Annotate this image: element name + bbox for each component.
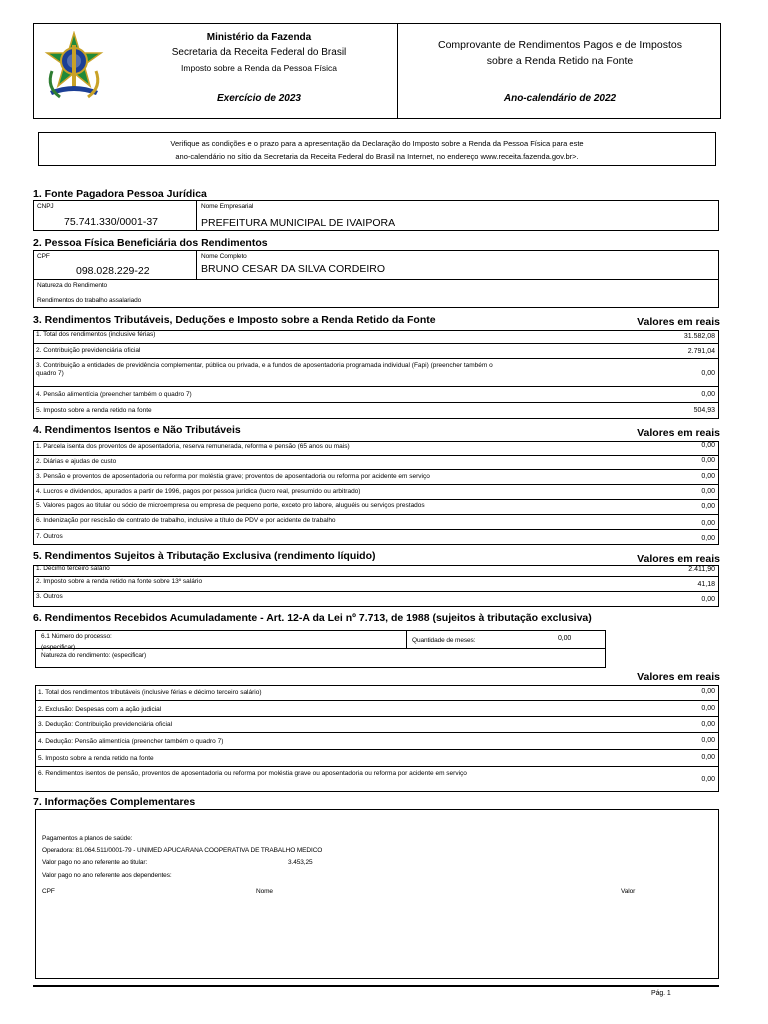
section3-title: 3. Rendimentos Tributáveis, Deduções e Imposto sobre a Renda Retido da Fonte bbox=[33, 314, 436, 326]
section5-title: 5. Rendimentos Sujeitos à Tributação Exclusiva (rendimento líquido) bbox=[33, 550, 376, 562]
secretariat-text: Secretaria da Receita Federal do Brasil bbox=[171, 47, 347, 58]
table-row: 3. Outros 0,00 bbox=[36, 593, 715, 603]
table-row: 2. Diárias e ajudas de custo 0,00 bbox=[33, 456, 719, 470]
process-number-value: (especificar) bbox=[41, 644, 76, 651]
section7-title: 7. Informações Complementares bbox=[33, 796, 196, 808]
header-divider bbox=[397, 24, 398, 118]
table-row: 4. Lucros e dividendos, apurados a partir de 1996, pagos por pessoa jurídica (lucro real, presumido ou arbitrado) 0,00 bbox=[33, 485, 719, 500]
dependents-cpf-header: CPF bbox=[42, 888, 55, 895]
exercise-text: Exercício de 2023 bbox=[217, 93, 301, 104]
document-title-line1: Comprovante de Rendimentos Pagos e de Impostos bbox=[438, 39, 682, 51]
table-row: 4. Pensão alimentícia (preencher também o quadro 7) 0,00 bbox=[33, 387, 719, 403]
months-label: Quantidade de meses: bbox=[412, 637, 476, 644]
section3-values-label: Valores em reais bbox=[637, 316, 720, 328]
table-row: 4. Dedução: Pensão alimentícia (preencher também o quadro 7) 0,00 bbox=[35, 733, 719, 750]
table-row: 1. Décimo terceiro salário 2.411,90 bbox=[33, 565, 719, 577]
section5-values-label: Valores em reais bbox=[637, 553, 720, 565]
section2-title: 2. Pessoa Física Beneficiária dos Rendimentos bbox=[33, 237, 268, 249]
section2-box bbox=[33, 250, 719, 308]
health-plan-operator: Operadora: 81.064.511/0001-79 - UNIMED APUCARANA COOPERATIVA DE TRABALHO MEDICO bbox=[42, 847, 323, 854]
table-row: 1. Parcela isenta dos proventos de aposentadoria, reserva remunerada, reforma e pensão (65 anos ou mais) 0,00 bbox=[33, 441, 719, 456]
titular-paid-label: Valor pago no ano referente ao titular: bbox=[42, 859, 148, 866]
table-row: 6. Rendimentos isentos de pensão, proventos de aposentadoria ou reforma por moléstia grave ou aposentadoria ou reforma por acidente em serviço 0,00 bbox=[38, 770, 715, 783]
section1-box bbox=[33, 200, 719, 231]
table-row: 5. Valores pagos ao titular ou sócio de microempresa ou empresa de pequeno porte, exceto pro labore, aluguéis ou serviços prestados 0,00 bbox=[33, 500, 719, 515]
dependents-paid-label: Valor pago no ano referente aos dependentes: bbox=[42, 872, 172, 879]
table-row: 2. Exclusão: Despesas com a ação judicial 0,00 bbox=[35, 701, 719, 717]
header-box bbox=[33, 23, 721, 119]
calendar-year-text: Ano-calendário de 2022 bbox=[503, 93, 617, 104]
table-row: 6. Indenização por rescisão de contrato de trabalho, inclusive a título de PDV e por acidente de trabalho 0,00 bbox=[33, 515, 719, 530]
table-row: 3. Dedução: Contribuição previdenciária oficial 0,00 bbox=[35, 717, 719, 733]
ministry-title: Ministério da Fazenda bbox=[206, 32, 312, 43]
section1-title: 1. Fonte Pagadora Pessoa Jurídica bbox=[33, 188, 207, 200]
table-row: 2. Imposto sobre a renda retido na fonte sobre 13º salário 41,18 bbox=[33, 577, 719, 592]
rra-nature-label: Natureza do rendimento: (especificar) bbox=[41, 652, 147, 659]
process-number-label: 6.1 Número do processo: bbox=[41, 633, 112, 640]
cpf-label: CPF bbox=[37, 253, 50, 260]
section4-title: 4. Rendimentos Isentos e Não Tributáveis bbox=[33, 424, 241, 436]
notice-line1: Verifique as condições e o prazo para a apresentação da Declaração do Imposto sobre a Renda da Pessoa Física para este bbox=[170, 139, 584, 148]
page-number: Pág. 1 bbox=[651, 990, 671, 997]
notice-box bbox=[38, 132, 716, 166]
table-row: 3. Pensão e proventos de aposentadoria ou reforma por moléstia grave; proventos de aposentadoria ou reforma por acidente em serviço 0,00 bbox=[33, 470, 719, 485]
titular-paid-value: 3.453,25 bbox=[288, 859, 313, 866]
cnpj-value: 75.741.330/0001-37 bbox=[64, 216, 159, 228]
cpf-value: 098.028.229-22 bbox=[76, 265, 150, 277]
months-value: 0,00 bbox=[558, 635, 572, 642]
company-name-value: PREFEITURA MUNICIPAL DE IVAIPORA bbox=[201, 217, 396, 229]
table-row: 5. Imposto sobre a renda retido na fonte 0,00 bbox=[35, 750, 719, 767]
table-row: 2. Contribuição previdenciária oficial 2.791,04 bbox=[33, 344, 719, 359]
beneficiary-name-label: Nome Completo bbox=[201, 253, 247, 260]
company-name-label: Nome Empresarial bbox=[201, 203, 254, 210]
tax-name-text: Imposto sobre a Renda da Pessoa Física bbox=[181, 63, 337, 73]
health-plan-heading: Pagamentos a planos de saúde: bbox=[42, 835, 133, 842]
cnpj-label: CNPJ bbox=[37, 203, 54, 210]
notice-line2: ano-calendário no sítio da Secretaria da Receita Federal do Brasil na Internet, no endereço www.receita.fazenda.gov.br>. bbox=[175, 152, 579, 161]
brazil-coat-of-arms-icon bbox=[44, 31, 104, 109]
section7-box bbox=[35, 809, 719, 979]
table-row: 1. Total dos rendimentos tributáveis (inclusive férias e décimo terceiro salário) 0,00 bbox=[35, 685, 719, 701]
dependents-value-header: Valor bbox=[621, 888, 636, 895]
section4-values-label: Valores em reais bbox=[637, 427, 720, 439]
table-row: 1. Total dos rendimentos (inclusive férias) 31.582,08 bbox=[33, 330, 719, 344]
section6-title: 6. Rendimentos Recebidos Acumuladamente - Art. 12-A da Lei nº 7.713, de 1988 (sujeitos à tributação exclusiva) bbox=[33, 612, 592, 624]
section6-process-box bbox=[35, 630, 606, 668]
section6-values-label: Valores em reais bbox=[637, 671, 720, 683]
table-row: 7. Outros 0,00 bbox=[36, 533, 715, 542]
beneficiary-name-value: BRUNO CESAR DA SILVA CORDEIRO bbox=[201, 263, 385, 275]
table-row: 5. Imposto sobre a renda retido na fonte 504,93 bbox=[36, 407, 715, 414]
footer-rule bbox=[33, 985, 719, 987]
dependents-name-header: Nome bbox=[256, 888, 273, 895]
income-nature-label: Natureza do Rendimento bbox=[37, 282, 108, 289]
table-row: 3. Contribuição a entidades de previdência complementar, pública ou privada, e a fundos de aposentadoria programada individual (Fapi) (preencher também o quadro 7) 0,00 bbox=[33, 359, 719, 387]
document-title-line2: sobre a Renda Retido na Fonte bbox=[486, 55, 634, 67]
income-nature-value: Rendimentos do trabalho assalariado bbox=[37, 297, 142, 304]
